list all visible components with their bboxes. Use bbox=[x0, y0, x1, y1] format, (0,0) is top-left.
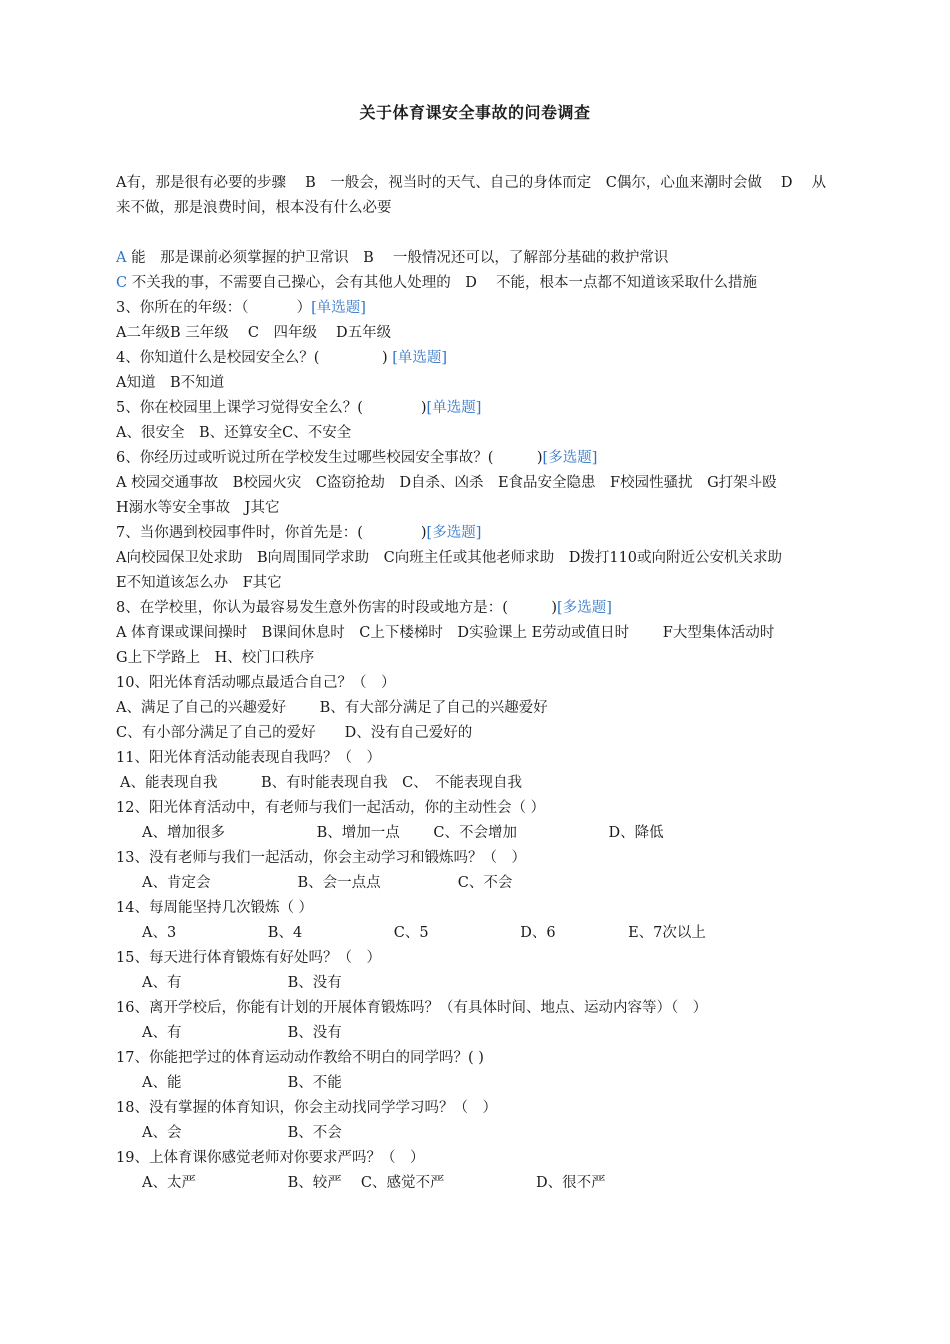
option-text: 能 那是课前必须掌握的护卫常识 B 一般情况还可以，了解部分基础的救护常识 bbox=[126, 250, 669, 266]
question-type-tag: [多选题] bbox=[542, 450, 598, 466]
options-6: A 校园交通事故 B校园火灾 C盗窃抢劫 D自杀、凶杀 E食品安全隐患 F校园性骚扰 G打架斗殴 bbox=[116, 475, 777, 491]
options-2 bbox=[116, 246, 906, 271]
questionnaire bbox=[116, 146, 906, 1196]
question-text: 7、当你遇到校园事件时，你首先是：( ) bbox=[116, 525, 427, 541]
options-17: A、能 B、不能 bbox=[142, 1075, 342, 1091]
question-16: 16、离开学校后，你能有计划的开展体育锻炼吗？（有具体时间、地点、运动内容等）（ ） bbox=[116, 1000, 708, 1016]
options-1-cont: 来不做，那是浪费时间，根本没有什么必要 bbox=[116, 200, 392, 216]
question-type-tag: [多选题] bbox=[557, 600, 612, 616]
question-15: 15、每天进行体育锻炼有好处吗？（ ） bbox=[116, 950, 381, 966]
question-13: 13、没有老师与我们一起活动，你会主动学习和锻炼吗？（ ） bbox=[116, 850, 526, 866]
question-text: 3、你所在的年级：（ ） bbox=[116, 300, 312, 316]
question-type-tag: [单选题] bbox=[392, 350, 448, 366]
options-19: A、太严 B、较严 C、感觉不严 D、很不严 bbox=[142, 1175, 606, 1191]
options-1: A有，那是很有必要的步骤 B 一般会，视当时的天气、自己的身体而定 C偶尔，心血来潮时会做 D 从 bbox=[116, 175, 827, 191]
option-letter: A bbox=[116, 250, 127, 266]
options-11: A、能表现自我 B、有时能表现自我 C、 不能表现自我 bbox=[120, 775, 522, 791]
question-1 bbox=[116, 146, 906, 171]
question-text: 6、你经历过或听说过所在学校发生过哪些校园安全事故？( ) bbox=[116, 450, 543, 466]
options-5: A、很安全 B、还算安全C、不安全 bbox=[116, 425, 352, 441]
question-6 bbox=[116, 446, 906, 471]
question-17: 17、你能把学过的体育运动动作教给不明白的同学吗？( ) bbox=[116, 1050, 484, 1066]
question-11: 11、阳光体育活动能表现自我吗？（ ） bbox=[116, 750, 381, 766]
question-14: 14、每周能坚持几次锻炼（ ） bbox=[116, 900, 314, 916]
options-13: A、肯定会 B、会一点点 C、不会 bbox=[142, 875, 513, 891]
options-15: A、有 B、没有 bbox=[142, 975, 342, 991]
options-7-cont: E不知道该怎么办 F其它 bbox=[116, 575, 282, 591]
options-16: A、有 B、没有 bbox=[142, 1025, 342, 1041]
options-7: A向校园保卫处求助 B向周围同学求助 C向班主任或其他老师求助 D拨打110或向附近公安机关求助 bbox=[116, 550, 783, 566]
options-14: A、3 B、4 C、5 D、6 E、7次以上 bbox=[142, 925, 706, 941]
question-2 bbox=[116, 221, 906, 246]
question-8 bbox=[116, 596, 906, 621]
options-8-cont: G上下学路上 H、校门口秩序 bbox=[116, 650, 315, 666]
question-10: 10、阳光体育活动哪点最适合自己？（ ） bbox=[116, 675, 396, 691]
question-text: 5、你在校园里上课学习觉得安全么？( ) bbox=[116, 400, 427, 416]
options-18: A、会 B、不会 bbox=[142, 1125, 342, 1141]
options-4: A知道 B不知道 bbox=[116, 375, 225, 391]
question-5 bbox=[116, 396, 906, 421]
question-4 bbox=[116, 346, 906, 371]
options-3: A二年级B 三年级 C 四年级 D五年级 bbox=[116, 325, 392, 341]
question-text: 4、你知道什么是校园安全么？( ) bbox=[116, 350, 388, 366]
question-3 bbox=[116, 296, 906, 321]
question-type-tag: [单选题] bbox=[426, 400, 482, 416]
question-18: 18、没有掌握的体育知识，你会主动找同学学习吗？（ ） bbox=[116, 1100, 497, 1116]
page-title: 关于体育课安全事故的问卷调查 bbox=[359, 103, 591, 122]
question-19: 19、上体育课你感觉老师对你要求严吗？（ ） bbox=[116, 1150, 425, 1166]
question-type-tag: [单选题] bbox=[311, 300, 366, 316]
question-type-tag: [多选题] bbox=[426, 525, 482, 541]
question-12: 12、阳光体育活动中，有老师与我们一起活动，你的主动性会（ ） bbox=[116, 800, 546, 816]
options-6-cont: H溺水等安全事故 J其它 bbox=[116, 500, 280, 516]
options-12: A、增加很多 B、增加一点 C、不会增加 D、降低 bbox=[142, 825, 664, 841]
options-8: A 体育课或课间操时 B课间休息时 C上下楼梯时 D实验课上 E劳动或值日时 F大型集体活动时 bbox=[116, 625, 775, 641]
question-7 bbox=[116, 521, 906, 546]
option-text: 不关我的事，不需要自己操心，会有其他人处理的 D 不能，根本一点都不知道该采取什么措施 bbox=[127, 275, 757, 291]
option-letter: C bbox=[116, 275, 128, 291]
options-10: A、满足了自己的兴趣爱好 B、有大部分满足了自己的兴趣爱好 bbox=[116, 700, 548, 716]
options-2-cont bbox=[116, 271, 906, 296]
question-text: 8、在学校里，你认为最容易发生意外伤害的时段或地方是：( ) bbox=[116, 600, 558, 616]
options-10-cont: C、有小部分满足了自己的爱好 D、没有自己爱好的 bbox=[116, 725, 473, 741]
